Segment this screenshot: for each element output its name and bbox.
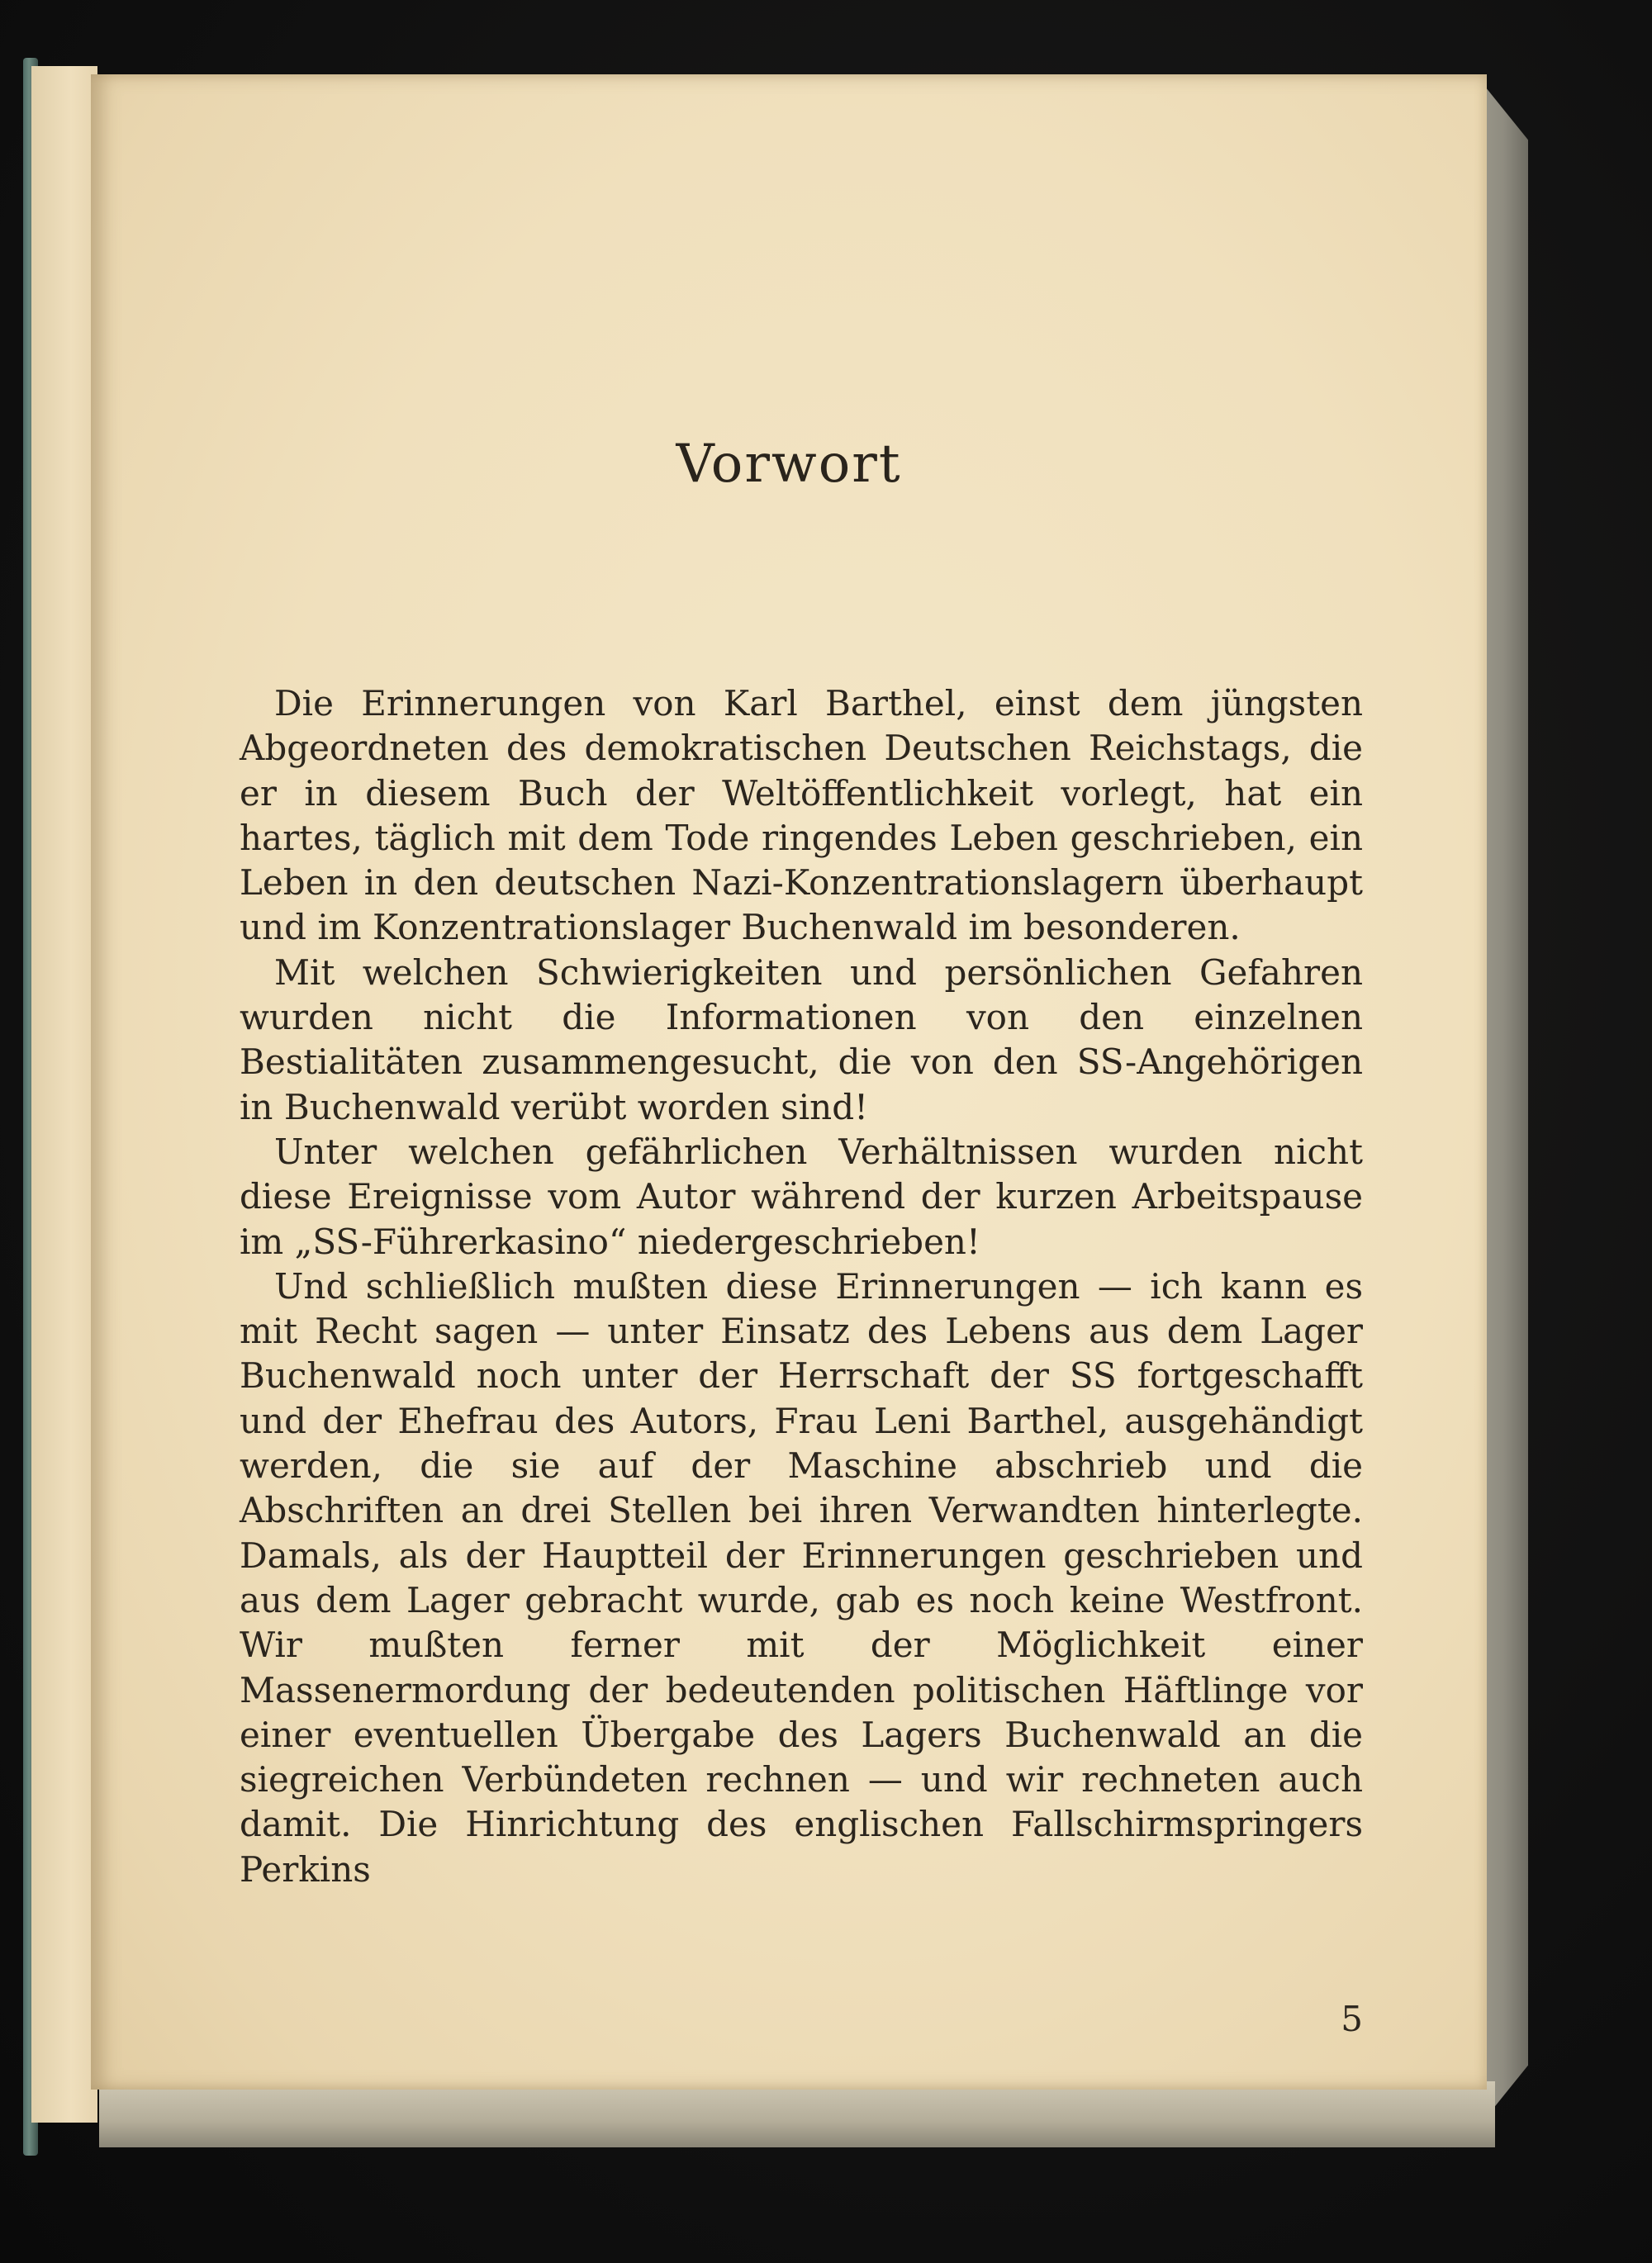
page-number: 5 <box>1341 1999 1363 2039</box>
book-page <box>91 74 1487 2090</box>
page-heading: Vorwort <box>676 434 902 495</box>
paragraph-4: Und schließlich mußten diese Erinnerungen — ich kann es mit Recht sagen — unter Einsatz des Lebens aus dem Lager Buchenwald noch unter der Herrschaft der SS fortgeschafft und der Ehefrau des Autors, Frau Leni Barthel, ausgehändigt werden, die sie auf der Maschine abschrieb und die Abschriften an drei Stellen bei ihren Verwandten hinterlegte. Damals, als der Hauptteil der Erinnerungen geschrieben und aus dem Lager gebracht wurde, gab es noch keine Westfront. Wir mußten ferner mit der Möglichkeit einer Massenermordung der bedeutenden politischen Häftlinge vor einer eventuellen Übergabe des Lagers Buchenwald an die siegreichen Verbündeten rechnen — und wir rechneten auch damit. Die Hinrichtung des englischen Fallschirmspringers Perkins <box>240 1265 1363 1890</box>
page-stack-edge <box>99 2081 1495 2147</box>
paragraph-3: Unter welchen gefährlichen Verhältnissen wurden nicht diese Ereignisse vom Autor während der kurzen Arbeitspause im „SS-Führerkasino“ niedergeschrieben! <box>240 1131 1363 1262</box>
body-text <box>240 681 1363 1892</box>
facing-page-edge <box>31 66 97 2123</box>
paragraph-1: Die Erinnerungen von Karl Barthel, einst dem jüngsten Abgeordneten des demokratischen Deutschen Reichstags, die er in diesem Buch der Weltöffentlichkeit vorlegt, hat ein hartes, täglich mit dem Tode ringendes Leben geschrieben, ein Leben in den deutschen Nazi-Konzentrationslagern überhaupt und im Konzentrationslager Buchenwald im besonderen. <box>240 683 1363 948</box>
paragraph-2: Mit welchen Schwierigkeiten und persönlichen Gefahren wurden nicht die Informationen von den einzelnen Bestialitäten zusammengesucht, die von den SS-Angehörigen in Buchenwald verübt worden sind! <box>240 951 1363 1127</box>
